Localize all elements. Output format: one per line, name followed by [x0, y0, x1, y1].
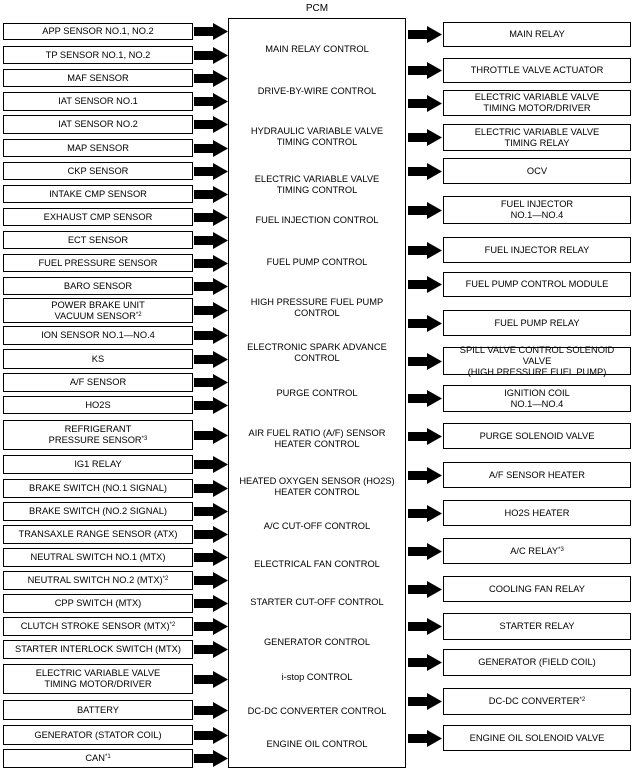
output-arrow-icon [408, 26, 442, 43]
input-label: TRANSAXLE RANGE SENSOR (ATX) [18, 529, 178, 539]
output-label: PURGE SOLENOID VALVE [479, 430, 595, 441]
output-label: HO2S HEATER [504, 507, 570, 518]
input-box-transaxle-range-sensor-atx [3, 525, 193, 544]
output-box-ignition-coil-no-1-no-4 [443, 385, 631, 412]
input-arrow-icon [194, 302, 228, 319]
input-box-baro-sensor [3, 277, 193, 295]
input-arrow-icon [194, 549, 228, 566]
input-box-clutch-stroke-sensor-mtx [3, 617, 193, 636]
output-label: ELECTRIC VARIABLE VALVE TIMING RELAY [474, 126, 600, 148]
footnote-marker: *3 [558, 546, 564, 553]
output-label: COOLING FAN RELAY [489, 583, 585, 594]
input-arrow-icon [194, 503, 228, 520]
output-label: A/C RELAY$^{*3}$ [510, 545, 564, 556]
input-label: CAN$^{*1}$ [85, 753, 111, 763]
output-arrow-icon [408, 129, 442, 146]
output-arrow-icon [408, 353, 442, 370]
function-air-fuel-ratio-a-f-sensor-heater-control: AIR FUEL RATIO (A/F) SENSOR HEATER CONTROL [248, 428, 386, 449]
function-dc-dc-converter-control: DC-DC CONVERTER CONTROL [247, 705, 387, 716]
output-box-starter-relay [443, 613, 631, 640]
function-fuel-injection-control: FUEL INJECTION CONTROL [255, 214, 379, 225]
output-label: IGNITION COIL NO.1—NO.4 [504, 387, 570, 409]
function-i-stop-control: i-stop CONTROL [281, 671, 353, 682]
input-box-iat-sensor-no-2 [3, 115, 193, 134]
input-box-power-brake-unit-vacuum-sensor [3, 298, 193, 323]
input-label: REFRIGERANT PRESSURE SENSOR$^{*3}$ [48, 424, 148, 445]
input-box-ig1-relay [3, 455, 193, 474]
output-arrow-icon [408, 62, 442, 79]
input-arrow-icon [194, 480, 228, 497]
input-label: CKP SENSOR [67, 165, 129, 176]
function-drive-by-wire-control: DRIVE-BY-WIRE CONTROL [257, 85, 377, 96]
output-arrow-icon [408, 315, 442, 332]
output-box-engine-oil-solenoid-valve [443, 725, 631, 751]
function-main-relay-control: MAIN RELAY CONTROL [265, 43, 369, 54]
input-label: IAT SENSOR NO.2 [58, 119, 138, 129]
output-box-generator-field-coil [443, 649, 631, 676]
input-box-a-f-sensor [3, 373, 193, 392]
output-box-cooling-fan-relay [443, 576, 631, 602]
output-arrow-icon [408, 428, 442, 445]
footnote-marker: *2 [135, 311, 142, 318]
input-label: IG1 RELAY [74, 459, 122, 469]
input-box-can [3, 749, 193, 768]
input-label: NEUTRAL SWITCH NO.1 (MTX) [30, 552, 166, 562]
output-arrow-icon [408, 581, 442, 598]
function-engine-oil-control: ENGINE OIL CONTROL [266, 738, 368, 749]
output-label: FUEL INJECTOR NO.1—NO.4 [500, 199, 574, 220]
output-box-purge-solenoid-valve [443, 423, 631, 449]
output-label: GENERATOR (FIELD COIL) [478, 657, 596, 667]
input-box-neutral-switch-no-2-mtx [3, 571, 193, 590]
input-arrow-icon [194, 116, 228, 133]
output-box-electric-variable-valve-timing-relay [443, 124, 631, 151]
input-arrow-icon [194, 351, 228, 368]
footnote-marker: *2 [169, 622, 176, 628]
input-label: IAT SENSOR NO.1 [58, 96, 138, 106]
footnote-marker: *1 [104, 754, 111, 760]
footnote-marker: *2 [579, 697, 586, 703]
output-box-throttle-valve-actuator [443, 58, 631, 83]
output-box-a-c-relay [443, 538, 631, 564]
output-arrow-icon [408, 390, 442, 407]
input-box-fuel-pressure-sensor [3, 254, 193, 272]
output-box-ho2s-heater [443, 500, 631, 526]
input-label: ION SENSOR NO.1—NO.4 [41, 330, 155, 340]
input-label: STARTER INTERLOCK SWITCH (MTX) [15, 644, 181, 654]
input-arrow-icon [194, 618, 228, 635]
input-label: POWER BRAKE UNIT VACUUM SENSOR$^{*2}$ [51, 299, 145, 321]
function-hydraulic-variable-valve-timing-control: HYDRAULIC VARIABLE VALVE TIMING CONTROL [250, 126, 384, 147]
input-arrow-icon [194, 702, 228, 719]
output-box-electric-variable-valve-timing-motor-driver [443, 90, 631, 116]
function-generator-control: GENERATOR CONTROL [263, 636, 371, 647]
input-label: NEUTRAL SWITCH NO.2 (MTX)$^{*2}$ [27, 575, 169, 585]
input-box-maf-sensor [3, 69, 193, 87]
input-box-map-sensor [3, 139, 193, 157]
output-arrow-icon [408, 95, 442, 112]
input-box-ks [3, 349, 193, 369]
input-arrow-icon [194, 727, 228, 744]
output-arrow-icon [408, 693, 442, 710]
input-box-battery [3, 700, 193, 720]
footnote-marker: *2 [162, 576, 169, 582]
input-arrow-icon [194, 327, 228, 344]
input-arrow-icon [194, 140, 228, 157]
input-arrow-icon [194, 641, 228, 658]
input-arrow-icon [194, 163, 228, 180]
input-box-neutral-switch-no-1-mtx [3, 548, 193, 567]
pcm-title: PCM [305, 3, 329, 14]
function-high-pressure-fuel-pump-control: HIGH PRESSURE FUEL PUMP CONTROL [250, 297, 384, 318]
input-box-ect-sensor [3, 231, 193, 249]
function-fuel-pump-control: FUEL PUMP CONTROL [266, 256, 368, 267]
input-label: CLUTCH STROKE SENSOR (MTX)$^{*2}$ [20, 621, 176, 631]
input-label: MAP SENSOR [67, 142, 129, 153]
input-label: MAF SENSOR [67, 72, 129, 83]
input-box-cpp-switch-mtx [3, 594, 193, 613]
output-label: MAIN RELAY [509, 29, 565, 39]
input-arrow-icon [194, 70, 228, 87]
output-label: ENGINE OIL SOLENOID VALVE [469, 732, 605, 743]
output-arrow-icon [408, 276, 442, 293]
output-arrow-icon [408, 730, 442, 747]
output-box-fuel-injector-relay [443, 237, 631, 263]
input-label: FUEL PRESSURE SENSOR [38, 257, 158, 268]
output-box-ocv [443, 158, 631, 184]
input-label: KS [91, 353, 105, 364]
input-label: BARO SENSOR [63, 280, 133, 291]
input-label: BATTERY [76, 704, 120, 715]
output-box-a-f-sensor-heater [443, 462, 631, 488]
input-arrow-icon [194, 232, 228, 249]
input-box-starter-interlock-switch-mtx [3, 640, 193, 659]
input-box-electric-variable-valve-timing-motor-driver [3, 664, 193, 694]
output-arrow-icon [408, 654, 442, 671]
input-label: GENERATOR (STATOR COIL) [34, 729, 162, 740]
input-box-tp-sensor-no-1-no-2 [3, 46, 193, 64]
output-arrow-icon [408, 543, 442, 560]
input-label: CPP SWITCH (MTX) [54, 598, 142, 608]
input-arrow-icon [194, 278, 228, 295]
pcm-block [228, 18, 406, 768]
function-heated-oxygen-sensor-ho2s-heater-control: HEATED OXYGEN SENSOR (HO2S) HEATER CONTROL [239, 476, 395, 497]
output-arrow-icon [408, 467, 442, 484]
input-box-app-sensor-no-1-no-2 [3, 23, 193, 40]
input-label: A/F SENSOR [69, 377, 127, 387]
function-electronic-spark-advance-control: ELECTRONIC SPARK ADVANCE CONTROL [247, 342, 387, 363]
input-label: ECT SENSOR [67, 234, 129, 245]
output-arrow-icon [408, 618, 442, 635]
output-arrow-icon [408, 202, 442, 219]
input-arrow-icon [194, 671, 228, 688]
input-box-ion-sensor-no-1-no-4 [3, 326, 193, 345]
output-box-dc-dc-converter [443, 688, 631, 715]
input-box-iat-sensor-no-1 [3, 92, 193, 111]
output-label: A/F SENSOR HEATER [489, 469, 585, 480]
output-box-fuel-pump-control-module [443, 272, 631, 297]
footnote-marker: *3 [141, 436, 148, 442]
output-label: STARTER RELAY [499, 621, 575, 631]
output-box-fuel-injector-no-1-no-4 [443, 196, 631, 224]
function-electric-variable-valve-timing-control: ELECTRIC VARIABLE VALVE TIMING CONTROL [254, 174, 380, 195]
input-box-generator-stator-coil [3, 725, 193, 745]
output-box-main-relay [443, 22, 631, 47]
input-box-ckp-sensor [3, 162, 193, 180]
input-label: ELECTRIC VARIABLE VALVE TIMING MOTOR/DRIVER [35, 668, 161, 689]
input-label: TP SENSOR NO.1, NO.2 [45, 49, 151, 60]
output-label: SPILL VALVE CONTROL SOLENOID VALVE (HIGH PRESSURE FUEL PUMP) [459, 344, 615, 377]
input-arrow-icon [194, 526, 228, 543]
output-label: ELECTRIC VARIABLE VALVE TIMING MOTOR/DRIVER [474, 92, 600, 113]
input-arrow-icon [194, 374, 228, 391]
input-arrow-icon [194, 47, 228, 64]
input-label: EXHAUST CMP SENSOR [43, 211, 153, 222]
output-label: FUEL INJECTOR RELAY [484, 244, 590, 255]
input-box-refrigerant-pressure-sensor [3, 420, 193, 450]
output-label: FUEL PUMP CONTROL MODULE [465, 279, 609, 289]
input-arrow-icon [194, 186, 228, 203]
output-label: FUEL PUMP RELAY [494, 317, 580, 328]
input-arrow-icon [194, 750, 228, 767]
output-label: OCV [526, 165, 548, 176]
input-box-brake-switch-no-2-signal [3, 502, 193, 521]
function-starter-cut-off-control: STARTER CUT-OFF CONTROL [250, 596, 384, 607]
input-arrow-icon [194, 93, 228, 110]
output-arrow-icon [408, 505, 442, 522]
input-label: BRAKE SWITCH (NO.1 SIGNAL) [29, 483, 167, 493]
input-arrow-icon [194, 427, 228, 444]
output-box-fuel-pump-relay [443, 310, 631, 336]
input-arrow-icon [194, 397, 228, 414]
input-box-exhaust-cmp-sensor [3, 208, 193, 226]
input-arrow-icon [194, 23, 228, 40]
output-label: THROTTLE VALVE ACTUATOR [470, 65, 604, 75]
output-label: DC-DC CONVERTER$^{*2}$ [488, 696, 586, 706]
input-label: HO2S [85, 399, 111, 410]
input-arrow-icon [194, 572, 228, 589]
input-arrow-icon [194, 456, 228, 473]
output-arrow-icon [408, 242, 442, 259]
input-arrow-icon [194, 595, 228, 612]
function-electrical-fan-control: ELECTRICAL FAN CONTROL [254, 558, 380, 569]
function-a-c-cut-off-control: A/C CUT-OFF CONTROL [263, 520, 371, 531]
input-label: APP SENSOR NO.1, NO.2 [42, 26, 154, 36]
input-arrow-icon [194, 209, 228, 226]
input-box-brake-switch-no-1-signal [3, 479, 193, 498]
input-arrow-icon [194, 255, 228, 272]
input-box-intake-cmp-sensor [3, 185, 193, 203]
input-label: BRAKE SWITCH (NO.2 SIGNAL) [29, 506, 167, 516]
function-purge-control: PURGE CONTROL [276, 387, 358, 398]
input-box-ho2s [3, 396, 193, 414]
input-label: INTAKE CMP SENSOR [49, 188, 147, 199]
output-arrow-icon [408, 163, 442, 180]
output-box-spill-valve-control-solenoid-valve-high-pressure-fuel-pump [443, 344, 631, 377]
